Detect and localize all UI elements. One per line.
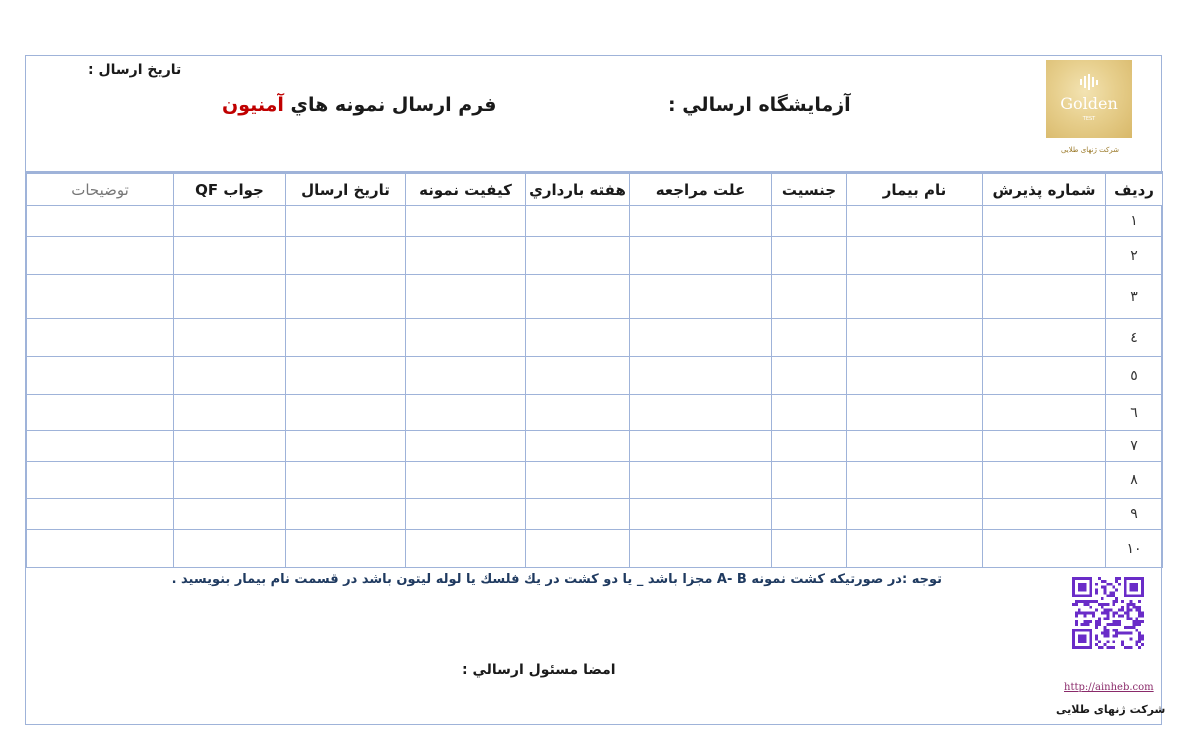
- table-cell[interactable]: [406, 319, 526, 357]
- table-row: [27, 499, 1163, 530]
- table-row: [27, 275, 1163, 319]
- table-cell[interactable]: [286, 499, 406, 530]
- table-cell[interactable]: [174, 431, 286, 462]
- table-row: [27, 206, 1163, 237]
- table-cell[interactable]: [174, 237, 286, 275]
- row-number: ۲: [1106, 237, 1163, 275]
- form-title: [222, 94, 496, 116]
- table-cell[interactable]: [406, 237, 526, 275]
- row-number: ٨: [1106, 462, 1163, 499]
- table-cell[interactable]: [847, 319, 983, 357]
- table-cell[interactable]: [27, 395, 174, 431]
- sending-lab-label: آزمايشگاه ارسالي :: [668, 94, 851, 116]
- logo-tagline: TEST: [1082, 116, 1096, 122]
- table-cell[interactable]: [983, 275, 1106, 319]
- table-cell[interactable]: [772, 206, 847, 237]
- form-title-prefix: فرم ارسال نمونه هاي: [283, 94, 497, 116]
- table-cell[interactable]: [983, 237, 1106, 275]
- col-header-notes: توضيحات: [27, 173, 174, 206]
- col-header-ship-date: تاريخ ارسال: [286, 173, 406, 206]
- table-cell[interactable]: [286, 319, 406, 357]
- table-cell[interactable]: [406, 431, 526, 462]
- table-cell[interactable]: [526, 206, 630, 237]
- table-cell[interactable]: [630, 530, 772, 568]
- table-cell[interactable]: [772, 499, 847, 530]
- table-cell[interactable]: [772, 237, 847, 275]
- row-number: ۳: [1106, 275, 1163, 319]
- table-cell[interactable]: [286, 275, 406, 319]
- website-link[interactable]: http://ainheb.com: [1064, 682, 1154, 693]
- table-cell[interactable]: [526, 462, 630, 499]
- samples-table: [26, 171, 1163, 568]
- table-cell[interactable]: [526, 275, 630, 319]
- table-cell[interactable]: [406, 462, 526, 499]
- table-cell[interactable]: [847, 462, 983, 499]
- table-cell[interactable]: [847, 499, 983, 530]
- table-row: [27, 431, 1163, 462]
- table-cell[interactable]: [772, 275, 847, 319]
- signature-label: امضا مسئول ارسالي :: [462, 662, 616, 678]
- logo-wordmark: Golden: [1060, 94, 1118, 113]
- table-cell[interactable]: [983, 357, 1106, 395]
- table-cell[interactable]: [772, 462, 847, 499]
- table-cell[interactable]: [27, 499, 174, 530]
- table-cell[interactable]: [174, 275, 286, 319]
- table-cell[interactable]: [286, 237, 406, 275]
- footer-note: توجه :در صورتيكه كشت نمونه A- B مجزا باشد _ يا دو كشت در يك فلسك يا لوله ليتون باشد در قسمت نام بيمار بنويسيد .: [171, 572, 942, 587]
- table-cell[interactable]: [526, 319, 630, 357]
- col-header-gender: جنسيت: [772, 173, 847, 206]
- row-number: ٦: [1106, 395, 1163, 431]
- table-row: [27, 357, 1163, 395]
- table-cell[interactable]: [847, 530, 983, 568]
- table-cell[interactable]: [286, 462, 406, 499]
- form-title-accent: آمنيون: [222, 94, 284, 116]
- table-cell[interactable]: [983, 530, 1106, 568]
- col-header-patient-name: نام بيمار: [847, 173, 983, 206]
- table-header-row: [27, 173, 1163, 206]
- table-cell[interactable]: [847, 431, 983, 462]
- table-cell[interactable]: [983, 206, 1106, 237]
- table-cell[interactable]: [174, 530, 286, 568]
- row-number: ٤: [1106, 319, 1163, 357]
- table-cell[interactable]: [406, 357, 526, 395]
- table-cell[interactable]: [847, 206, 983, 237]
- table-cell[interactable]: [27, 431, 174, 462]
- col-header-row-number: رديف: [1106, 173, 1163, 206]
- table-cell[interactable]: [526, 499, 630, 530]
- table-cell[interactable]: [526, 237, 630, 275]
- table-cell[interactable]: [526, 357, 630, 395]
- table-cell[interactable]: [27, 530, 174, 568]
- table-cell[interactable]: [847, 237, 983, 275]
- table-row: [27, 530, 1163, 568]
- qr-code-icon: [1070, 577, 1146, 649]
- table-cell[interactable]: [27, 357, 174, 395]
- table-row: [27, 319, 1163, 357]
- col-header-sample-quality: كيفيت نمونه: [406, 173, 526, 206]
- table-cell[interactable]: [526, 530, 630, 568]
- table-cell[interactable]: [630, 431, 772, 462]
- table-cell[interactable]: [174, 357, 286, 395]
- table-cell[interactable]: [630, 462, 772, 499]
- table-cell[interactable]: [286, 206, 406, 237]
- row-number: ٧: [1106, 431, 1163, 462]
- table-cell[interactable]: [406, 499, 526, 530]
- table-cell[interactable]: [630, 237, 772, 275]
- table-cell[interactable]: [174, 499, 286, 530]
- table-cell[interactable]: [847, 357, 983, 395]
- table-cell[interactable]: [526, 431, 630, 462]
- table-cell[interactable]: [847, 275, 983, 319]
- table-cell[interactable]: [406, 530, 526, 568]
- table-cell[interactable]: [174, 206, 286, 237]
- table-cell[interactable]: [27, 206, 174, 237]
- table-cell[interactable]: [847, 395, 983, 431]
- table-row: [27, 237, 1163, 275]
- table-cell[interactable]: [983, 431, 1106, 462]
- table-cell[interactable]: [630, 319, 772, 357]
- logo-subtitle: شرکت ژنهای طلایی: [1060, 146, 1120, 154]
- table-cell[interactable]: [406, 275, 526, 319]
- table-cell[interactable]: [772, 357, 847, 395]
- table-cell[interactable]: [630, 499, 772, 530]
- col-header-admission-number: شماره پذيرش: [983, 173, 1106, 206]
- table-cell[interactable]: [174, 319, 286, 357]
- row-number: ۱۰: [1106, 530, 1163, 568]
- table-cell[interactable]: [27, 275, 174, 319]
- row-number: ۹: [1106, 499, 1163, 530]
- table-cell[interactable]: [174, 395, 286, 431]
- table-cell[interactable]: [983, 462, 1106, 499]
- col-header-referral-reason: علت مراجعه: [630, 173, 772, 206]
- table-cell[interactable]: [772, 395, 847, 431]
- row-number: ۱: [1106, 206, 1163, 237]
- table-cell[interactable]: [772, 319, 847, 357]
- company-name: شرکت ژنهای طلایی: [1056, 703, 1166, 716]
- row-number: ٥: [1106, 357, 1163, 395]
- table-cell[interactable]: [27, 462, 174, 499]
- table-cell[interactable]: [630, 275, 772, 319]
- table-cell[interactable]: [27, 237, 174, 275]
- col-header-pregnancy-week: هفته بارداري: [526, 173, 630, 206]
- table-cell[interactable]: [772, 530, 847, 568]
- table-row: [27, 395, 1163, 431]
- table-cell[interactable]: [983, 395, 1106, 431]
- ship-date-label: تاريخ ارسال :: [88, 62, 182, 78]
- table-row: [27, 462, 1163, 499]
- table-cell[interactable]: [772, 431, 847, 462]
- table-cell[interactable]: [27, 319, 174, 357]
- table-cell[interactable]: [630, 395, 772, 431]
- table-cell[interactable]: [174, 462, 286, 499]
- col-header-qf-result: جواب QF: [174, 173, 286, 206]
- table-cell[interactable]: [630, 357, 772, 395]
- table-cell[interactable]: [526, 395, 630, 431]
- table-cell[interactable]: [630, 206, 772, 237]
- table-cell[interactable]: [286, 530, 406, 568]
- sound-bars-icon: [1076, 74, 1102, 90]
- table-cell[interactable]: [286, 395, 406, 431]
- table-cell[interactable]: [286, 431, 406, 462]
- table-cell[interactable]: [983, 319, 1106, 357]
- table-cell[interactable]: [286, 357, 406, 395]
- table-cell[interactable]: [406, 395, 526, 431]
- table-cell[interactable]: [406, 206, 526, 237]
- company-logo: [1046, 60, 1132, 138]
- table-cell[interactable]: [983, 499, 1106, 530]
